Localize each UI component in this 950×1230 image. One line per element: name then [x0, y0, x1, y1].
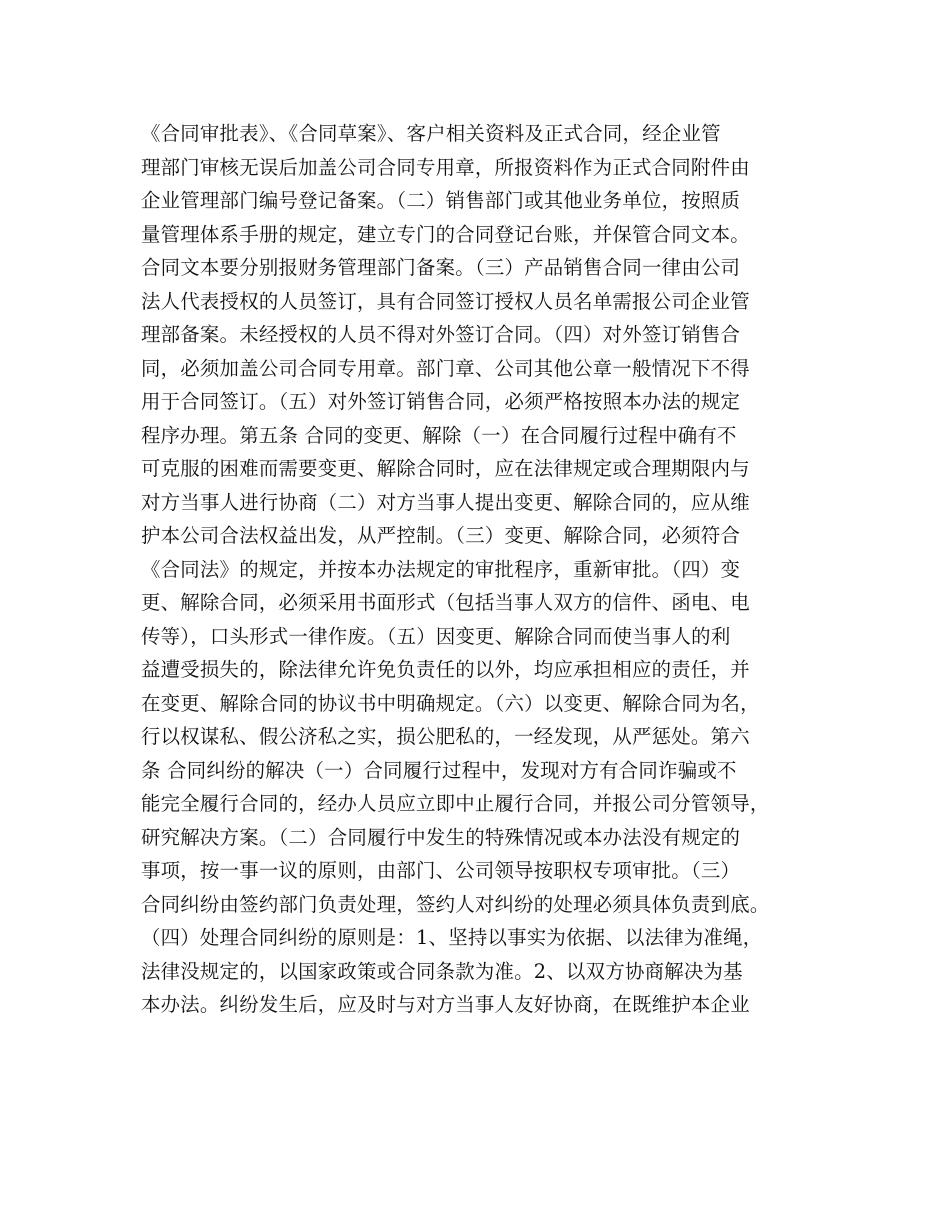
text-line: 可克服的困难而需要变更、解除合同时，应在法律规定或合理期限内与: [141, 457, 750, 480]
text-line: 法人代表授权的人员签订，具有合同签订授权人员名单需报公司企业管: [141, 289, 750, 313]
text-line: 《合同法》的规定，并按本办法规定的审批程序，重新审批。（四）变: [141, 557, 741, 581]
text-line: 条 合同纠纷的解决（一）合同履行过程中，发现对方有合同诈骗或不: [141, 758, 737, 782]
text-line: 益遭受损失的，除法律允许免负责任的以外，均应承担相应的责任，并: [141, 658, 750, 681]
text-line: 更、解除合同，必须采用书面形式（包括当事人双方的信件、函电、电: [141, 591, 750, 614]
text-line: 对方当事人进行协商（二）对方当事人提出变更、解除合同的，应从维: [141, 490, 750, 514]
text-line: （四）处理合同纠纷的原则是：1、坚持以事实为依据、以法律为准绳，: [141, 926, 763, 949]
text-line: 企业管理部门编号登记备案。（二）销售部门或其他业务单位，按照质: [141, 189, 741, 212]
text-line: 本办法。纠纷发生后，应及时与对方当事人友好协商，在既维护本企业: [141, 993, 750, 1016]
text-line: 传等），口头形式一律作废。（五）因变更、解除合同而使当事人的利: [141, 624, 731, 648]
text-line: 程序办理。第五条 合同的变更、解除（一）在合同履行过程中确有不: [141, 423, 737, 447]
text-line: 能完全履行合同的，经办人员应立即中止履行合同，并报公司分管领导，: [141, 792, 770, 815]
text-line: 在变更、解除合同的协议书中明确规定。（六）以变更、解除合同为名，: [141, 691, 760, 715]
text-line: 合同纠纷由签约部门负责处理，签约人对纠纷的处理必须具体负责到底。: [141, 892, 770, 916]
text-line: 《合同审批表》、《合同草案》、客户相关资料及正式合同，经企业管: [141, 122, 721, 145]
text-line: 事项，按一事一议的原则，由部门、公司领导按职权专项审批。（三）: [141, 859, 741, 882]
text-line: 行以权谋私、假公济私之实，损公肥私的，一经发现，从严惩处。第六: [141, 725, 750, 748]
body-text: [141, 117, 831, 1022]
text-line: 护本公司合法权益出发，从严控制。（三）变更、解除合同，必须符合: [141, 524, 741, 547]
text-line: 量管理体系手册的规定，建立专门的合同登记台账，并保管合同文本。: [141, 222, 750, 246]
text-line: 合同文本要分别报财务管理部门备案。（三）产品销售合同一律由公司: [141, 256, 741, 279]
text-line: 同，必须加盖公司合同专用章。部门章、公司其他公章一般情况下不得: [141, 356, 750, 380]
text-line: 研究解决方案。（二）合同履行中发生的特殊情况或本办法没有规定的: [141, 825, 741, 849]
text-line: 理部门审核无误后加盖公司合同专用章，所报资料作为正式合同附件由: [141, 155, 750, 179]
text-line: 用于合同签订。（五）对外签订销售合同，必须严格按照本办法的规定: [141, 390, 741, 413]
text-line: 法律没规定的，以国家政策或合同条款为准。2、以双方协商解决为基: [141, 959, 743, 983]
text-line: 理部备案。未经授权的人员不得对外签订合同。（四）对外签订销售合: [141, 323, 741, 346]
